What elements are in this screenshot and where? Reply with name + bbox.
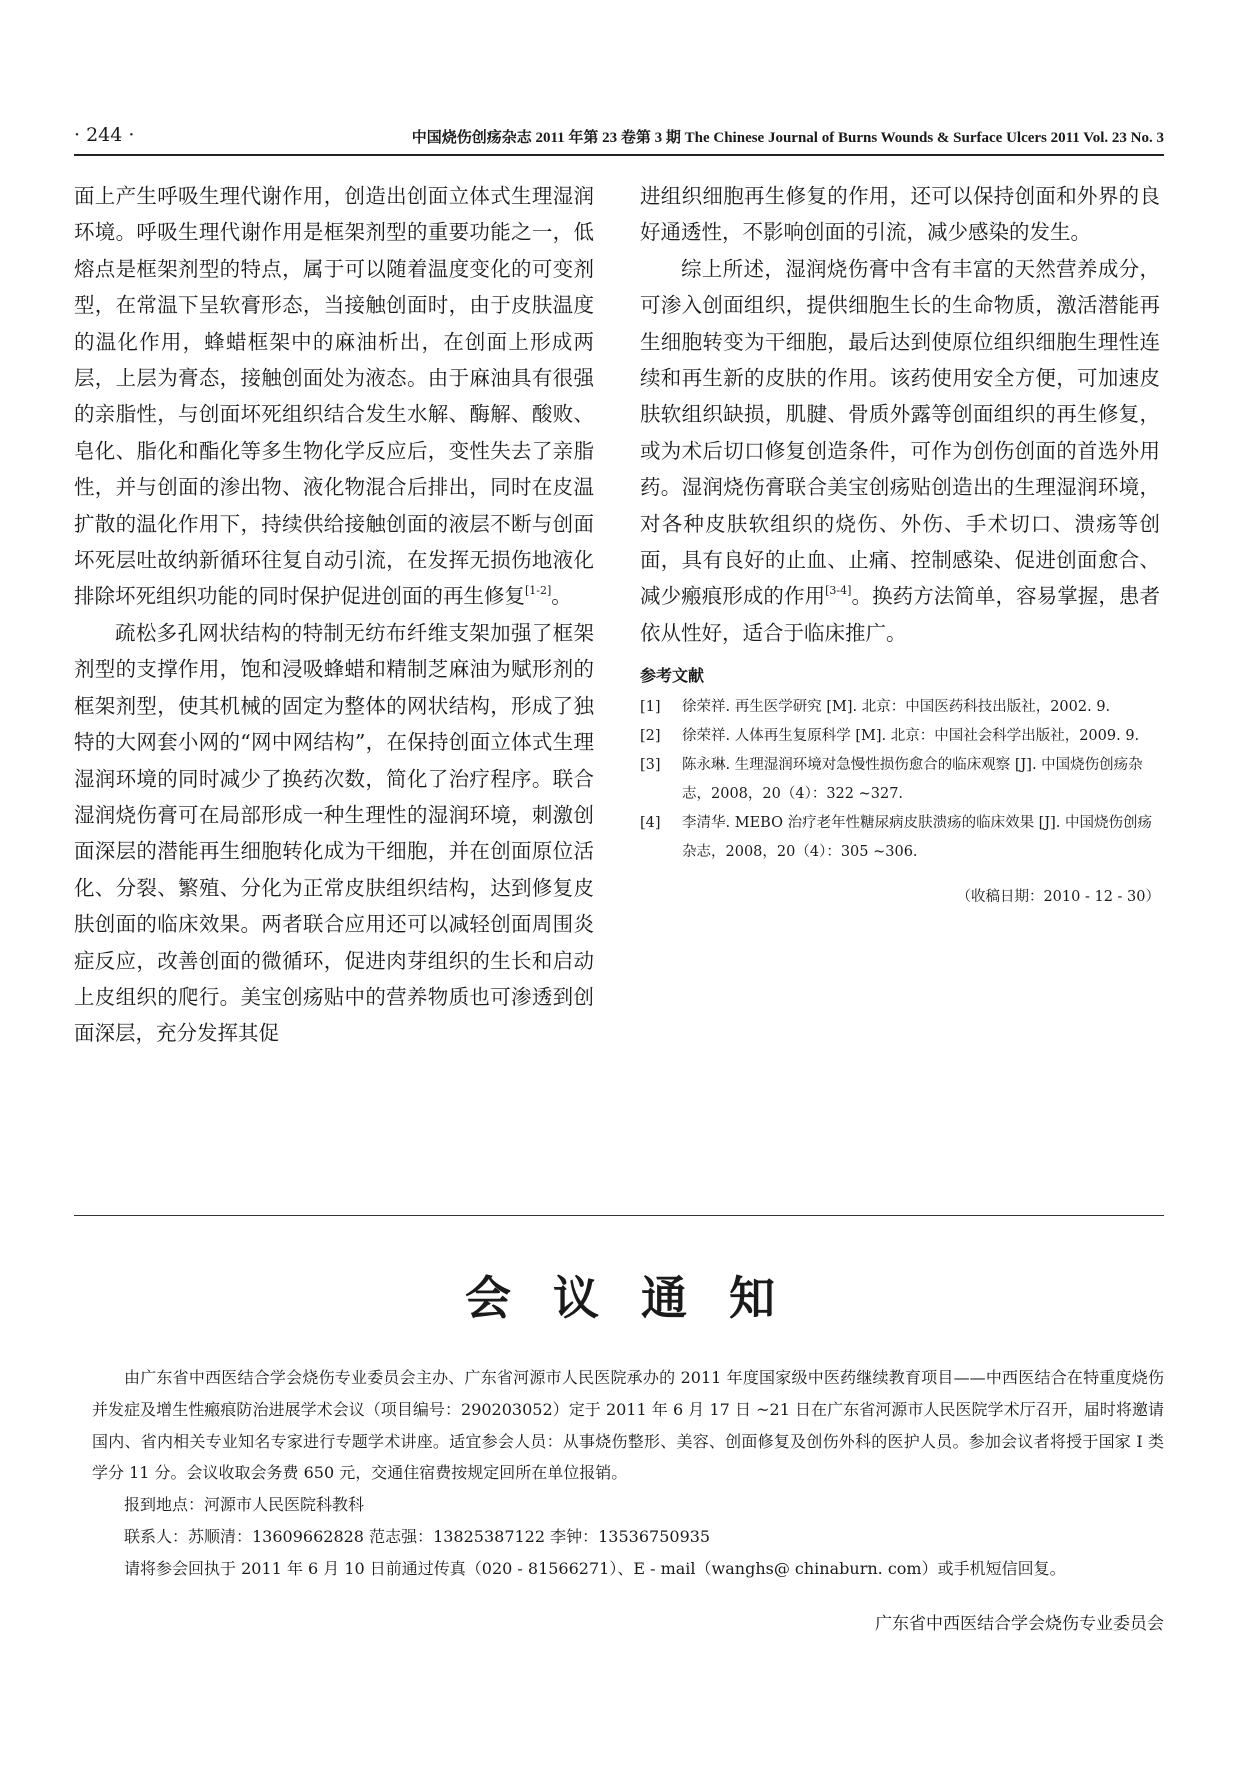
notice-signature: 广东省中西医结合学会烧伤专业委员会 bbox=[875, 1613, 1164, 1634]
conference-notice bbox=[92, 1362, 1164, 1640]
page-number: · 244 · bbox=[74, 124, 135, 146]
right-column bbox=[640, 178, 1160, 909]
citation: [1-2] bbox=[525, 584, 552, 598]
citation: [3-4] bbox=[825, 584, 852, 598]
notice-title: 会议通知 bbox=[465, 1271, 817, 1325]
notice-location: 报到地点：河源市人民医院科教科 bbox=[124, 1495, 365, 1515]
paragraph: 进组织细胞再生修复的作用，还可以保持创面和外界的良好通透性，不影响创面的引流，减少感染的发生。 bbox=[640, 184, 1160, 245]
references-heading: 参考文献 bbox=[640, 666, 705, 686]
reference-item: [1] 徐荣祥. 再生医学研究 [M]. 北京：中国医药科技出版社，2002. 9. bbox=[640, 699, 1111, 716]
paragraph: 综上所述，湿润烧伤膏中含有丰富的天然营养成分，可渗入创面组织，提供细胞生长的生命物质，激活潜能再生细胞转变为干细胞，最后达到使原位组织细胞生理性连续和再生新的皮肤的作用。该药使用安全方便，可加速皮肤软组织缺损，肌腱、骨质外露等创面组织的再生修复，或为术后切口修复创造条件，可作为创伤创面的首选外用药。湿润烧伤膏联合美宝创疡贴创造出的生理湿润环境，对各种皮肤软组织的烧伤、外伤、手术切口、溃疡等创面，具有良好的止血、止痛、控制感染、促进创面愈合、减少瘢痕形成的作用[3-4]。换药方法简单，容易掌握，患者依从性好，适合于临床推广。 bbox=[640, 256, 1161, 645]
reference-item: [3] 陈永琳. 生理湿润环境对急慢性损伤愈合的临床观察 [J]. 中国烧伤创疡杂志，2008，20（4）：322 ~327. bbox=[640, 757, 1143, 803]
notice-body: 由广东省中西医结合学会烧伤专业委员会主办、广东省河源市人民医院承办的 2011 年度国家级中医药继续教育项目——中西医结合在特重度烧伤并发症及增生性瘢痕防治进展学术会议（项目编号：290203052）定于 2011 年 6 月 17 日 ~21 日在广东省河源市人民医院学术厅召开，届时将邀请国内、省内相关专业知名专家进行专题学术讲座。适宜参会人员：从事烧伤整形、美容、创面修复及创伤外科的医护人员。参加会议者将授于国家 I 类学分 11 分。会议收取会务费 650 元，交通住宿费按规定回所在单位报销。 bbox=[92, 1368, 1164, 1483]
reference-item: [4] 李清华. MEBO 治疗老年性糖尿病皮肤溃疡的临床效果 [J]. 中国烧伤创疡杂志，2008，20（4）：305 ~306. bbox=[640, 815, 1153, 861]
received-date: （收稿日期：2010 - 12 - 30） bbox=[956, 889, 1160, 906]
paragraph: 面上产生呼吸生理代谢作用，创造出创面立体式生理湿润环境。呼吸生理代谢作用是框架剂型的重要功能之一，低熔点是框架剂型的特点，属于可以随着温度变化的可变剂型，在常温下呈软膏形态，当接触创面时，由于皮肤温度的温化作用，蜂蜡框架中的麻油析出，在创面上形成两层，上层为膏态，接触创面处为液态。由于麻油具有很强的亲脂性，与创面坏死组织结合发生水解、酶解、酸败、皂化、脂化和酯化等多生物化学反应后，变性失去了亲脂性，并与创面的渗出物、液化物混合后排出，同时在皮温扩散的温化作用下，持续供给接触创面的液层不断与创面坏死层吐故纳新循环往复自动引流，在发挥无损伤地液化排除坏死组织功能的同时保护促进创面的再生修复[1-2]。 bbox=[74, 184, 594, 609]
notice-reply: 请将参会回执于 2011 年 6 月 10 日前通过传真（020 - 81566271）、E - mail（wanghs@ chinaburn. com）或手机短信回复。 bbox=[124, 1558, 1066, 1578]
section-divider bbox=[74, 1215, 1164, 1216]
page-header bbox=[74, 120, 1164, 156]
reference-list bbox=[640, 693, 1160, 867]
reference-item: [2] 徐荣祥. 人体再生复原科学 [M]. 北京：中国社会科学出版社，2009. 9. bbox=[640, 728, 1140, 745]
left-column bbox=[74, 178, 594, 1052]
journal-running-title: 中国烧伤创疡杂志 2011 年第 23 卷第 3 期 The Chinese Journal of Burns Wounds & Surface Ulcers 2011 Vol. 23 No. 3 bbox=[411, 130, 1164, 146]
paragraph: 疏松多孔网状结构的特制无纺布纤维支架加强了框架剂型的支撑作用，饱和浸吸蜂蜡和精制芝麻油为赋形剂的框架剂型，使其机械的固定为整体的网状结构，形成了独特的大网套小网的“网中网结构”，在保持创面立体式生理湿润环境的同时减少了换药次数，简化了治疗程序。联合湿润烧伤膏可在局部形成一种生理性的湿润环境，刺激创面深层的潜能再生细胞转化成为干细胞，并在创面原位活化、分裂、繁殖、分化为正常皮肤组织结构，达到修复皮肤创面的临床效果。两者联合应用还可以减轻创面周围炎症反应，改善创面的微循环，促进肉芽组织的生长和启动上皮组织的爬行。美宝创疡贴中的营养物质也可渗透到创面深层，充分发挥其促 bbox=[74, 620, 594, 1046]
notice-contacts: 联系人：苏顺清：13609662828 范志强：13825387122 李钟：13536750935 bbox=[124, 1526, 711, 1546]
